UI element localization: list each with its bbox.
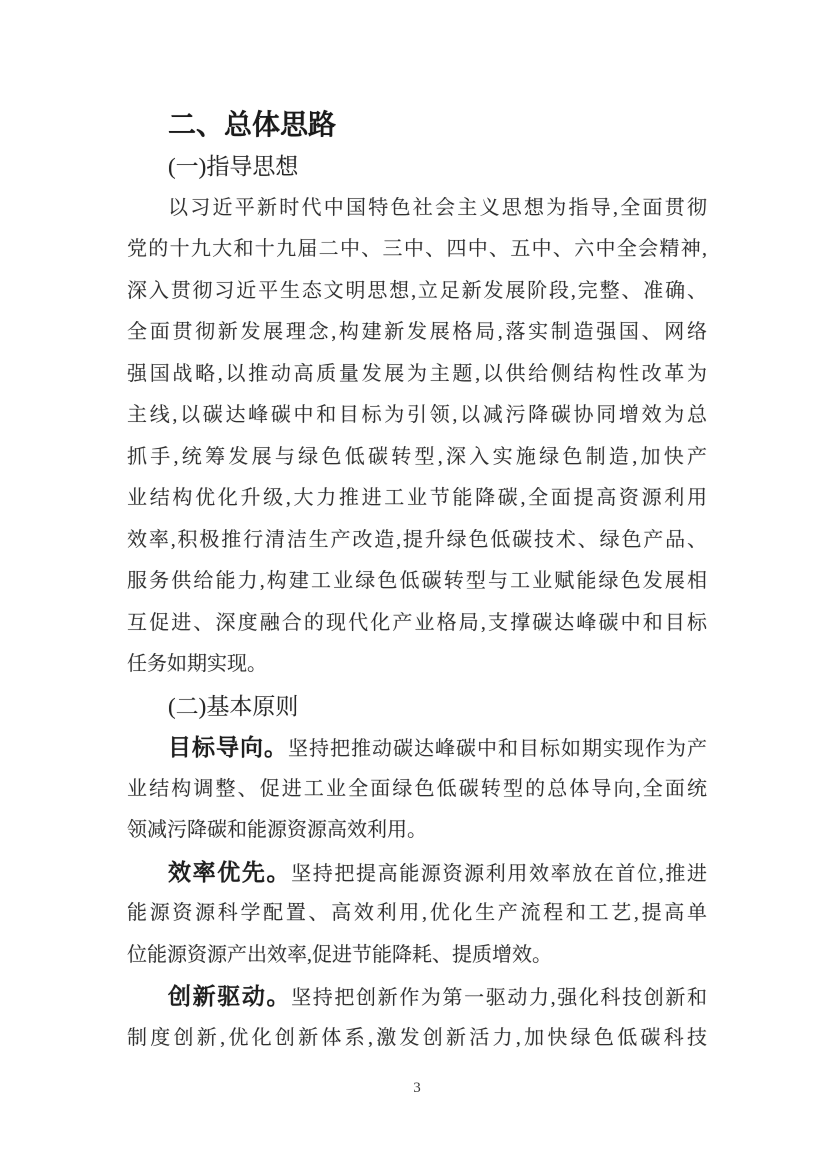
document-content <box>127 104 707 1059</box>
principle-line: 坚持把推动碳达峰碳中和目标如期实现作为产 <box>288 738 707 760</box>
body-line: 业结构优化升级,大力推进工业节能降碳,全面提高资源利用 <box>127 487 707 509</box>
subsection-heading-guiding-ideology: (一)指导思想 <box>168 154 299 179</box>
paragraph-guiding-ideology <box>127 188 707 686</box>
body-line: 任务如期实现。 <box>127 653 267 675</box>
section-heading: 二、总体思路 <box>168 109 337 140</box>
body-line <box>127 852 707 894</box>
body-line: 业结构调整、促进工业全面绿色低碳转型的总体导向,全面统 <box>127 777 707 800</box>
principle-line: 坚持把提高能源资源利用效率放在首位,推进 <box>291 862 707 885</box>
paragraph-principle-innovation-driven <box>127 976 707 1059</box>
body-line: 位能源资源产出效率,促进节能降耗、提质增效。 <box>127 943 552 966</box>
body-line: 抓手,统筹发展与绿色低碳转型,深入实施绿色制造,加快产 <box>127 445 707 468</box>
body-line: 能源资源科学配置、高效利用,优化生产流程和工艺,提高单 <box>127 902 707 924</box>
body-line: 领减污降碳和能源资源高效利用。 <box>127 819 427 841</box>
body-line: 服务供给能力,构建工业绿色低碳转型与工业赋能绿色发展相 <box>127 570 707 592</box>
body-line: 效率,积极推行清洁生产改造,提升绿色低碳技术、绿色产品、 <box>127 528 707 551</box>
body-line <box>127 727 707 769</box>
body-line: 党的十九大和十九届二中、三中、四中、五中、六中全会精神, <box>127 238 707 260</box>
body-line: 互促进、深度融合的现代化产业格局,支撑碳达峰碳中和目标 <box>127 611 707 634</box>
page-number: 3 <box>413 1080 421 1096</box>
subsection-heading-basic-principles: (二)基本原则 <box>168 693 299 719</box>
paragraph-principle-efficiency-first <box>127 852 707 977</box>
body-line: 深入贯彻习近平生态文明思想,立足新发展阶段,完整、准确、 <box>127 279 707 302</box>
principle-lead-innovation-driven: 创新驱动。 <box>168 984 292 1009</box>
body-line: 强国战略,以推动高质量发展为主题,以供给侧结构性改革为 <box>127 362 707 385</box>
body-line: 制度创新,优化创新体系,激发创新活力,加快绿色低碳科技 <box>127 1026 707 1049</box>
body-line: 以习近平新时代中国特色社会主义思想为指导,全面贯彻 <box>168 196 707 219</box>
body-line: 全面贯彻新发展理念,构建新发展格局,落实制造强国、网络 <box>127 321 707 343</box>
principle-lead-efficiency-first: 效率优先。 <box>168 859 292 885</box>
body-line: 主线,以碳达峰碳中和目标为引领,以减污降碳协同增效为总 <box>127 404 707 426</box>
principle-lead-goal-orientation: 目标导向。 <box>168 735 288 760</box>
principle-line: 坚持把创新作为第一驱动力,强化科技创新和 <box>291 987 707 1009</box>
paragraph-principle-goal-orientation <box>127 727 707 852</box>
body-line <box>127 976 707 1018</box>
